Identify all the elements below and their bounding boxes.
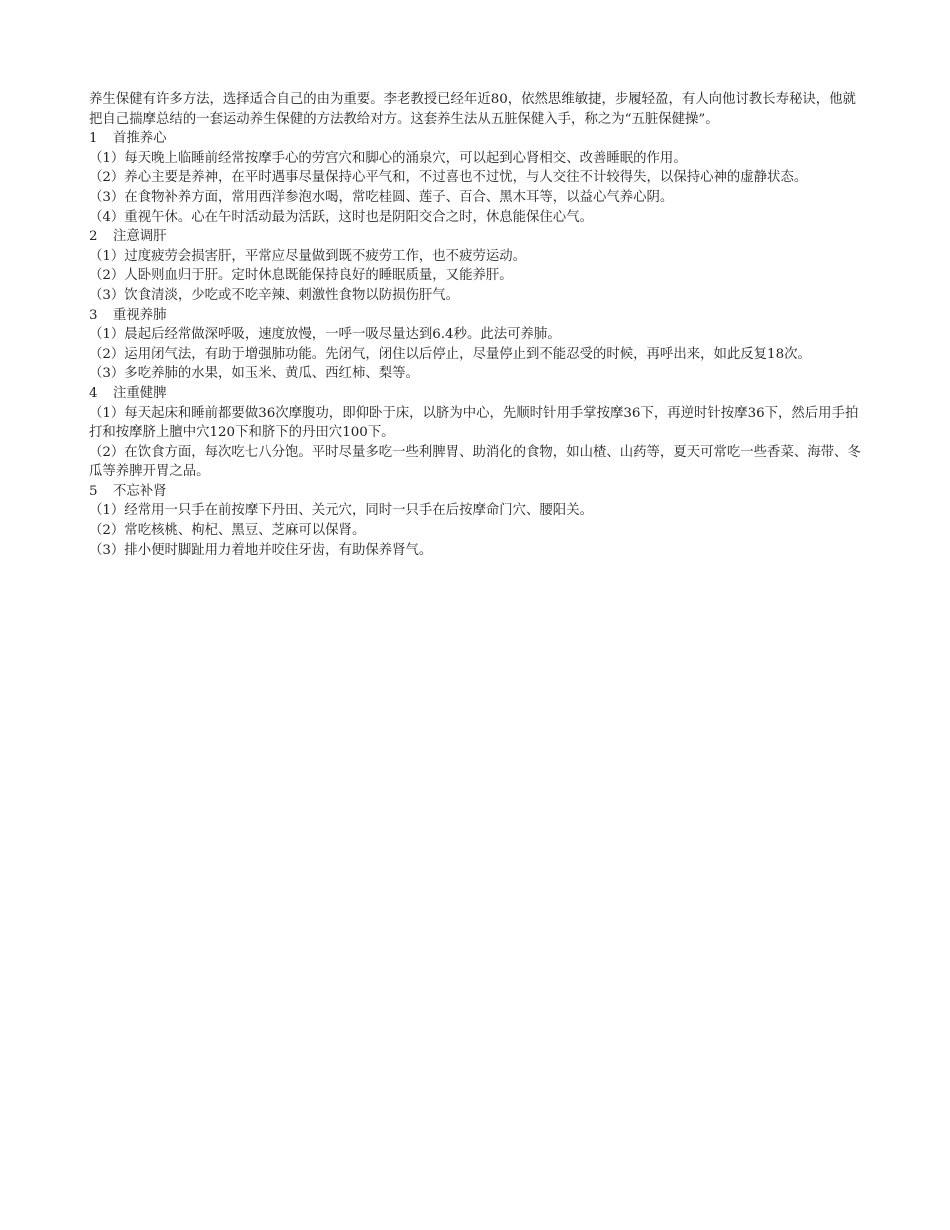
list-item: （3）在食物补养方面，常用西洋参泡水喝，常吃桂圆、莲子、百合、黑木耳等，以益心气养心阴。 (89, 189, 674, 205)
section-heading (89, 227, 864, 247)
intro-paragraph: 养生保健有许多方法，选择适合自己的由为重要。李老教授已经年近80，依然思维敏捷，步履轻盈，有人向他讨教长寿秘诀，他就把自己揣摩总结的一套运动养生保健的方法教给对方。这套养生法从五脏保健入手，称之为“五脏保健操”。 (89, 92, 856, 127)
list-item: （2）常吃核桃、枸杞、黑豆、芝麻可以保肾。 (89, 523, 366, 539)
document-body (89, 90, 864, 560)
list-item: （2）人卧则血归于肝。定时休息既能保持良好的睡眠质量，又能养肝。 (89, 268, 513, 284)
section-number: 2 (89, 229, 98, 245)
section-number: 3 (89, 307, 98, 323)
list-item: （1）每天晚上临睡前经常按摩手心的劳宫穴和脚心的涌泉穴，可以起到心肾相交、改善睡眠的作用。 (89, 150, 687, 166)
section-number: 4 (89, 385, 98, 401)
section-heading (89, 306, 864, 326)
section-heading (89, 482, 864, 502)
list-item: （2）运用闭气法，有助于增强肺功能。先闭气，闭住以后停止，尽量停止到不能忍受的时候，再呼出来，如此反复18次。 (89, 346, 811, 362)
section-heading (89, 129, 864, 149)
list-item: （4）重视午休。心在午时活动最为活跃，这时也是阴阳交合之时，休息能保住心气。 (89, 209, 593, 225)
section-number: 5 (89, 483, 98, 499)
list-item: （2）在饮食方面，每次吃七八分饱。平时尽量多吃一些利脾胃、助消化的食物，如山楂、山药等，夏天可常吃一些香菜、海带、冬瓜等养脾开胃之品。 (89, 444, 861, 480)
section-1 (89, 129, 864, 227)
list-item: （2）养心主要是养神，在平时遇事尽量保持心平气和，不过喜也不过忧，与人交往不计较得失，以保持心神的虚静状态。 (89, 170, 808, 186)
list-item: （1）经常用一只手在前按摩下丹田、关元穴，同时一只手在后按摩命门穴、腰阳关。 (89, 503, 593, 519)
section-4 (89, 384, 864, 482)
list-item: （1）每天起床和睡前都要做36次摩腹功，即仰卧于床，以脐为中心，先顺时针用手掌按摩36下，再逆时针按摩36下，然后用手拍打和按摩脐上膻中穴120下和脐下的丹田穴100下。 (89, 405, 859, 441)
section-3 (89, 306, 864, 384)
list-item: （3）饮食清淡，少吃或不吃辛辣、刺激性食物以防损伤肝气。 (89, 287, 460, 303)
section-title: 首推养心 (113, 131, 167, 147)
section-number: 1 (89, 131, 98, 147)
section-5 (89, 482, 864, 560)
section-title: 不忘补肾 (113, 483, 167, 499)
list-item: （3）多吃养肺的水果，如玉米、黄瓜、西红柿、梨等。 (89, 366, 419, 382)
section-heading (89, 384, 864, 404)
list-item: （1）过度疲劳会损害肝，平常应尽量做到既不疲劳工作，也不疲劳运动。 (89, 248, 527, 264)
section-title: 注意调肝 (113, 229, 167, 245)
section-2 (89, 227, 864, 305)
list-item: （3）排小便时脚趾用力着地并咬住牙齿，有助保养肾气。 (89, 542, 433, 558)
list-item: （1）晨起后经常做深呼吸，速度放慢，一呼一吸尽量达到6.4秒。此法可养肺。 (89, 327, 561, 343)
section-title: 注重健脾 (113, 385, 167, 401)
section-title: 重视养肺 (113, 307, 167, 323)
